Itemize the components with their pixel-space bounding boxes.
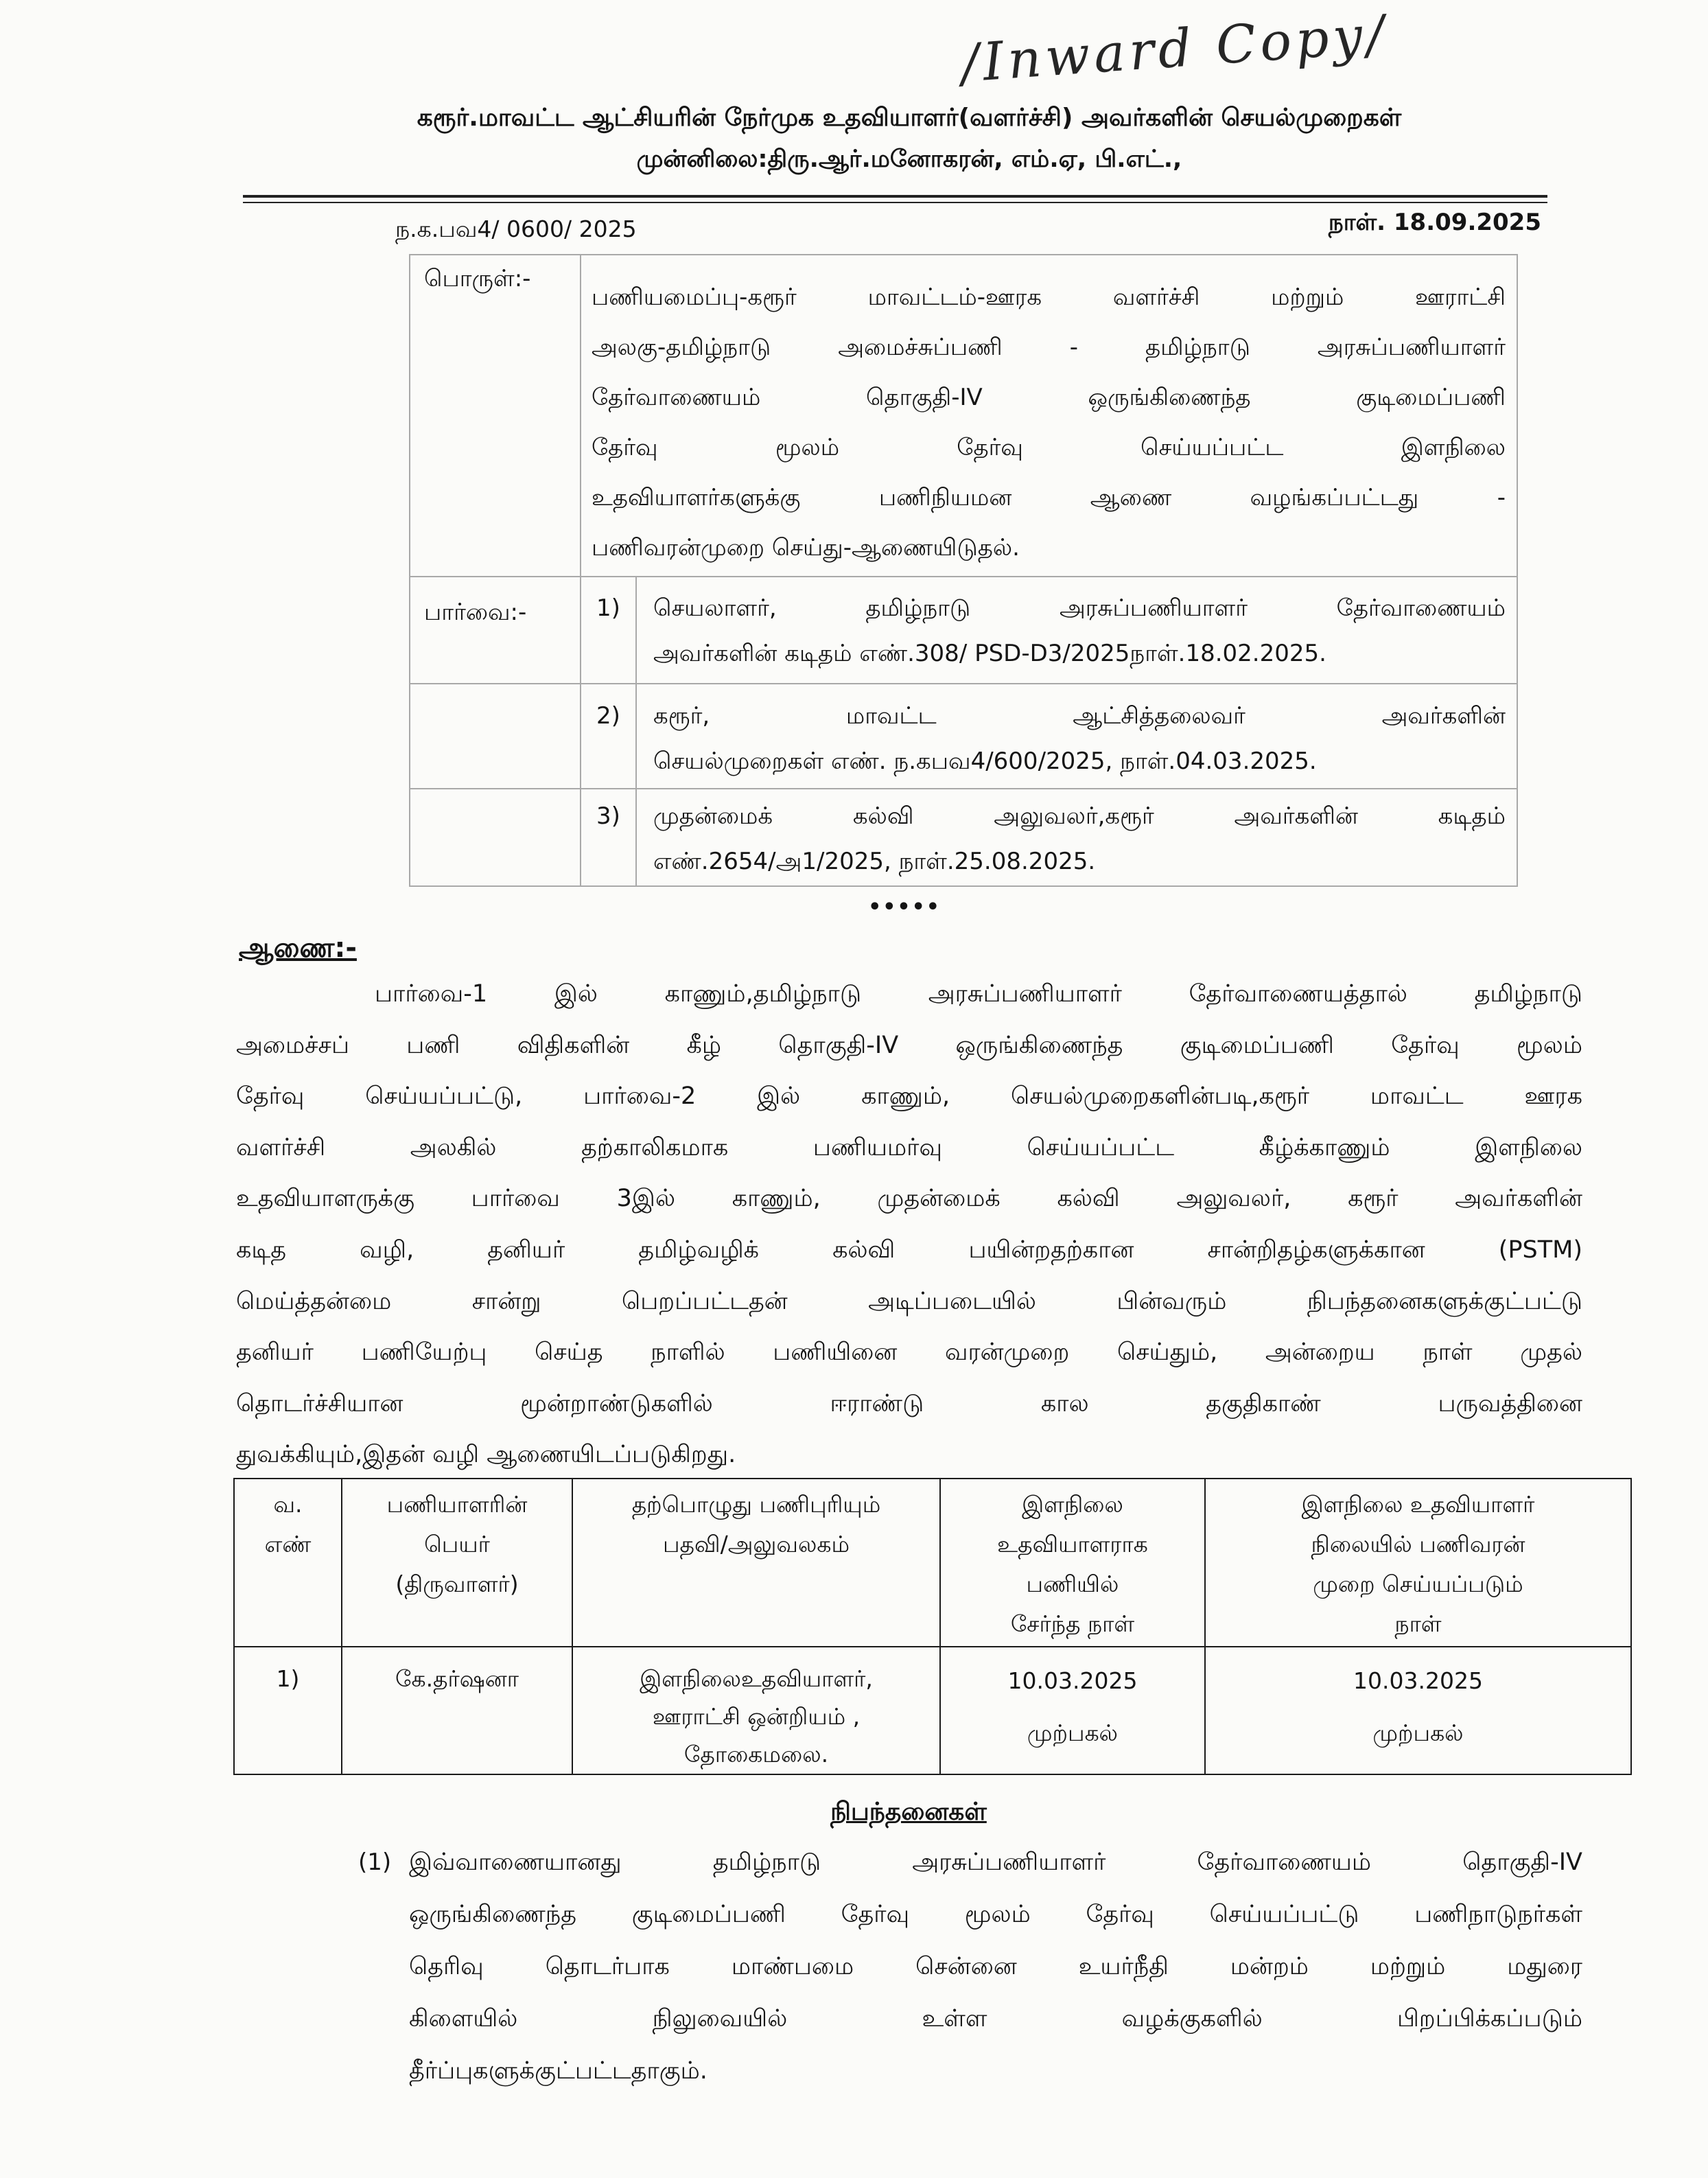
reference-item-number: 3): [596, 802, 620, 830]
condition-text: [409, 1836, 1582, 2097]
header-cell-text: [573, 1479, 939, 1564]
document-title: கரூர்.மாவட்ட ஆட்சியரின் நேர்முக உதவியாளர்(வளர்ச்சி) அவர்களின் செயல்முறைகள்: [417, 104, 1402, 132]
session-value: முற்பகல்: [1027, 1719, 1119, 1746]
condition-line: தெரிவு தொடர்பாக மாண்பமை சென்னை உயர்நீதி மன்றம் மற்றும் மதுரை: [409, 1953, 1582, 1980]
reference-text-cell: [636, 684, 1517, 789]
current-post: [573, 1647, 939, 1773]
cell-employee-name: [342, 1647, 572, 1774]
session-value: முற்பகல்: [1372, 1719, 1464, 1746]
reference-line: செயல்முறைகள் எண். ந.கபவ4/600/2025, நாள்.04.03.2025.: [653, 748, 1317, 775]
header-line: பணியில்: [1026, 1571, 1119, 1597]
empty-label-cell: [410, 684, 581, 789]
order-line: மெய்த்தன்மை சான்று பெறப்பட்டதன் அடிப்படையில் பின்வரும் நிபந்தனைகளுக்குட்பட்டு: [236, 1287, 1582, 1315]
regularization-date: [1206, 1647, 1630, 1759]
order-line: உதவியாளருக்கு பார்வை 3இல் காணும், முதன்மைக் கல்வி அலுவலர், கரூர் அவர்களின்: [236, 1185, 1582, 1213]
post-line: இளநிலைஉதவியாளர்,: [640, 1665, 873, 1692]
reference-text: [637, 684, 1517, 784]
cell-serial-number: [234, 1647, 342, 1774]
subject-reference-table: [409, 254, 1518, 887]
reference-text: [637, 789, 1517, 884]
subject-text-cell: [581, 255, 1517, 577]
reference-number-cell: [581, 684, 636, 789]
header-line: நாள்: [1394, 1610, 1442, 1637]
presence-line: முன்னிலை:திரு.ஆர்.மனோகரன், எம்.ஏ, பி.எட்.,: [636, 146, 1182, 173]
order-line: கடித வழி, தனியர் தமிழ்வழிக் கல்வி பயின்றதற்கான சான்றிதழ்களுக்கான (PSTM): [236, 1236, 1582, 1264]
header-line: முறை செய்யப்படும்: [1313, 1571, 1523, 1597]
condition-number: (1): [358, 1849, 392, 1876]
joining-date: [941, 1647, 1204, 1759]
handwritten-note: /Inward Copy/: [959, 3, 1390, 94]
reference-text: [637, 577, 1517, 676]
header-line: பெயர்: [424, 1531, 490, 1557]
reference-text-cell: [636, 789, 1517, 886]
references-label: பார்வை:-: [424, 599, 527, 626]
header-line: சேர்ந்த நாள்: [1010, 1610, 1135, 1637]
reference-text-cell: [636, 577, 1517, 684]
header-line: எண்: [264, 1531, 312, 1557]
header-line: இளநிலை: [1022, 1491, 1123, 1518]
condition-line: தீர்ப்புகளுக்குட்பட்டதாகும்.: [409, 2057, 707, 2085]
condition-line: இவ்வாணையானது தமிழ்நாடு அரசுப்பணியாளர் தேர்வாணையம் தொகுதி-IV: [409, 1849, 1582, 1876]
reference-row: [410, 789, 1517, 886]
header-line: தற்பொழுது பணிபுரியும்: [631, 1491, 881, 1518]
header-cell-text: [342, 1479, 572, 1604]
reference-item-number: 2): [596, 702, 620, 730]
header-current-post: [572, 1479, 940, 1647]
reference-line: அவர்களின் கடிதம் எண்.308/ PSD-D3/2025நாள்.18.02.2025.: [653, 640, 1326, 667]
subject-label: பொருள்:-: [424, 265, 531, 292]
empty-label-cell: [410, 789, 581, 886]
subject-line: பணிவரன்முறை செய்து-ஆணையிடுதல்.: [592, 534, 1020, 561]
header-line: நிலையில் பணிவரன்: [1311, 1531, 1525, 1557]
reference-row: [410, 577, 1517, 684]
header-serial-number: [234, 1479, 342, 1647]
subject-line: தேர்வாணையம் தொகுதி-IV ஒருங்கிணைந்த குடிமைப்பணி: [592, 384, 1506, 411]
header-regularization-date: [1205, 1479, 1631, 1647]
header-cell-text: [1206, 1479, 1630, 1644]
reference-line: செயலாளர், தமிழ்நாடு அரசுப்பணியாளர் தேர்வாணையம்: [653, 594, 1506, 622]
reference-row: [410, 684, 1517, 789]
header-line: பதவி/அலுவலகம்: [662, 1531, 850, 1557]
order-paragraph: [236, 969, 1582, 1481]
employee-name: கே.தர்ஷனா: [395, 1665, 519, 1692]
cell-joining-date: [940, 1647, 1205, 1774]
condition-line: ஒருங்கிணைந்த குடிமைப்பணி தேர்வு மூலம் தேர்வு செய்யப்பட்டு பணிநாடுநர்கள்: [409, 1901, 1582, 1928]
header-line: (திருவாளர்): [395, 1571, 519, 1597]
header-joining-date: [940, 1479, 1205, 1647]
subject-line: அலகு-தமிழ்நாடு அமைச்சுப்பணி - தமிழ்நாடு அரசுப்பணியாளர்: [592, 334, 1506, 361]
header-line: உதவியாளராக: [997, 1531, 1148, 1557]
reference-number-cell: [581, 789, 636, 886]
header-line: வ.: [273, 1491, 303, 1518]
header-line: பணியாளரின்: [386, 1491, 528, 1518]
reference-line: முதன்மைக் கல்வி அலுவலர்,கரூர் அவர்களின் கடிதம்: [653, 802, 1506, 830]
reference-number: ந.க.பவ4/ 0600/ 2025: [395, 216, 637, 242]
subject-line: உதவியாளர்களுக்கு பணிநியமன ஆணை வழங்கப்பட்டது -: [592, 484, 1506, 511]
post-line: ஊராட்சி ஒன்றியம் ,: [652, 1703, 861, 1730]
reference-date: நாள். 18.09.2025: [1328, 209, 1541, 236]
subject-row: [410, 255, 1517, 577]
reference-number-cell: [581, 577, 636, 684]
post-line: தோகைமலை.: [683, 1741, 829, 1768]
reference-item-number: 1): [596, 594, 620, 622]
subject-text: [581, 255, 1517, 573]
header-rule-thick: [243, 195, 1547, 198]
table-row: [234, 1647, 1631, 1774]
cell-current-post: [572, 1647, 940, 1774]
header-employee-name: [342, 1479, 572, 1647]
date-value: 10.03.2025: [1353, 1667, 1483, 1694]
order-line: வளர்ச்சி அலகில் தற்காலிகமாக பணியமர்வு செய்யப்பட்ட கீழ்க்காணும் இளநிலை: [236, 1133, 1582, 1161]
references-label-cell: [410, 577, 581, 684]
serial-number: 1): [276, 1665, 300, 1692]
condition-line: கிளையில் நிலுவையில் உள்ள வழக்குகளில் பிறப்பிக்கப்படும்: [409, 2005, 1582, 2032]
reference-line: கரூர், மாவட்ட ஆட்சித்தலைவர் அவர்களின்: [653, 702, 1506, 730]
order-line: அமைச்சப் பணி விதிகளின் கீழ் தொகுதி-IV ஒருங்கிணைந்த குடிமைப்பணி தேர்வு மூலம்: [236, 1031, 1582, 1059]
subject-label-cell: [410, 255, 581, 577]
cell-regularization-date: [1205, 1647, 1631, 1774]
order-line: தனியர் பணியேற்பு செய்த நாளில் பணியினை வரன்முறை செய்தும், அன்றைய நாள் முதல்: [236, 1339, 1582, 1367]
order-line: துவக்கியும்,இதன் வழி ஆணையிடப்படுகிறது.: [236, 1441, 736, 1469]
order-line: தேர்வு செய்யப்பட்டு, பார்வை-2 இல் காணும், செயல்முறைகளின்படி,கரூர் மாவட்ட ஊரக: [236, 1082, 1582, 1111]
section-separator: •••••: [868, 895, 941, 919]
reference-line: எண்.2654/அ1/2025, நாள்.25.08.2025.: [653, 848, 1096, 875]
header-line: இளநிலை உதவியாளர்: [1301, 1491, 1535, 1518]
order-line: தொடர்ச்சியான மூன்றாண்டுகளில் ஈராண்டு கால தகுதிகாண் பருவத்தினை: [236, 1389, 1582, 1417]
order-heading: ஆணை:-: [239, 932, 357, 964]
header-cell-text: [235, 1479, 341, 1564]
order-line: பார்வை-1 இல் காணும்,தமிழ்நாடு அரசுப்பணியாளர் தேர்வாணையத்தால் தமிழ்நாடு: [375, 980, 1582, 1008]
header-cell-text: [941, 1479, 1204, 1644]
date-value: 10.03.2025: [1007, 1667, 1138, 1694]
subject-line: தேர்வு மூலம் தேர்வு செய்யப்பட்ட இளநிலை: [592, 434, 1506, 461]
subject-line: பணியமைப்பு-கரூர் மாவட்டம்-ஊரக வளர்ச்சி மற்றும் ஊராட்சி: [592, 283, 1506, 311]
conditions-heading: நிபந்தனைகள்: [830, 1798, 987, 1826]
table-header-row: [234, 1479, 1631, 1647]
employee-table: [233, 1478, 1632, 1775]
